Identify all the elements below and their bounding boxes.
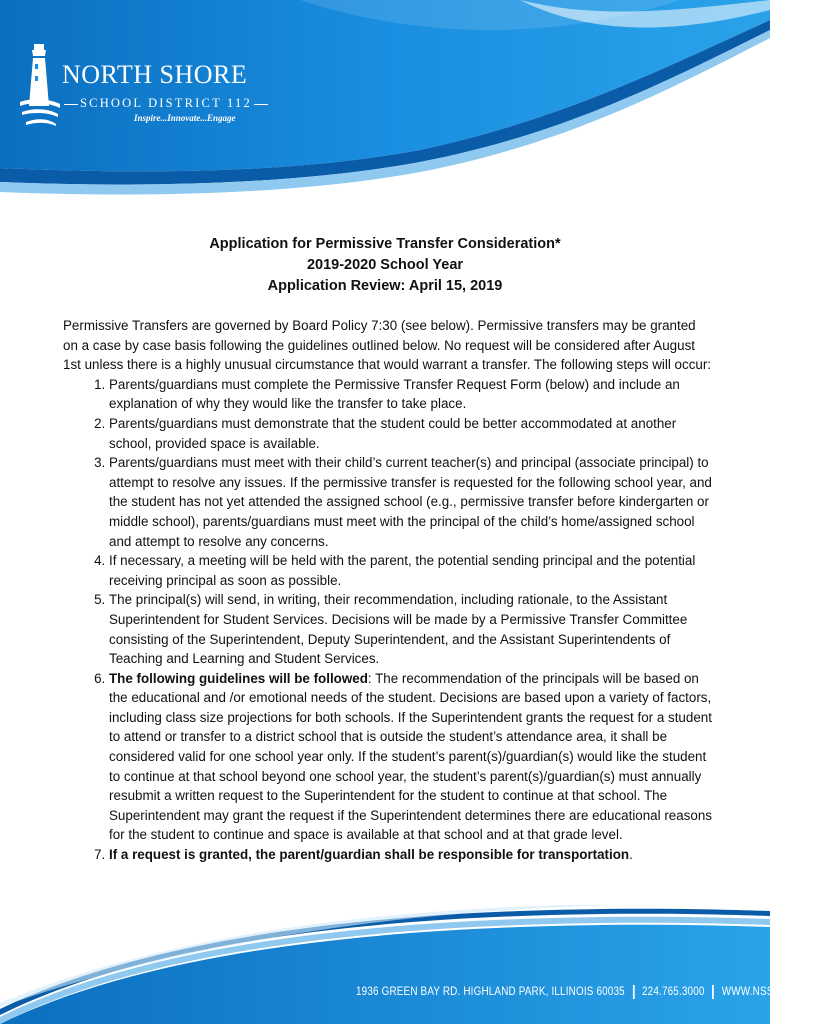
logo-subtitle: SCHOOL DISTRICT 112 — [62, 96, 270, 111]
title-line-1: Application for Permissive Transfer Consideration* — [209, 236, 561, 252]
document-title — [0, 234, 770, 297]
step-bold-lead: The following guidelines will be followed — [109, 670, 368, 686]
step-item: 7. If a request is granted, the parent/guardian shall be responsible for transportation. — [109, 845, 713, 865]
title-line-2: 2019-2020 School Year — [306, 257, 464, 273]
footer-separator — [712, 985, 714, 999]
footer-website[interactable]: WWW.NSSD112.ORG — [721, 986, 823, 999]
intro-paragraph: Permissive Transfers are governed by Board Policy 7:30 (see below). Permissive transfers may be granted on a case by case basis following the guidelines outlined below. No request will be considered after August 1st unless there is a highly unusual circumstance that would warrant a transfer. The following steps will occur: — [63, 318, 712, 373]
step-item: 5. The principal(s) will send, in writing, their recommendation, including rationale, to the Assistant Superintendent for Student Services. Decisions will be made by a Permissive Transfer Committee consisting of the Superintendent, Deputy Superintendent, and the Assistant Superintendents of Teaching and Learning and Student Services. — [109, 590, 713, 668]
step-item: 2. Parents/guardians must demonstrate that the student could be better accommodated at another school, provided space is available. — [109, 414, 713, 453]
title-line-3: Application Review: April 15, 2019 — [267, 278, 503, 294]
step-item: 3. Parents/guardians must meet with their child’s current teacher(s) and principal (associate principal) to attempt to resolve any issues. If the permissive transfer is requested for the following school year, and the student has not yet attended the assigned school (e.g., permissive transfer before kindergarten or middle school), parents/guardians must meet with the principal of the child’s home/assigned school and attempt to resolve any concerns. — [109, 453, 713, 551]
footer-phone: 224.765.3000 — [642, 986, 705, 999]
step-item: 6. The following guidelines will be followed: The recommendation of the principals will be based on the educational and /or emotional needs of the student. Decisions are based upon a variety of factors, including class size projections for both schools. If the Superintendent grants the request for a student to attend or transfer to a district school that is outside the student’s attendance area, it shall be considered valid for one school year only. If the student’s parent(s)/guardian(s) would like the student to continue at that school beyond one school year, the student’s parent(s)/guardian(s) must annually resubmit a written request to the Superintendent for the student to continue at that school. The Superintendent may grant the request if the Superintendent determines there are educational reasons for the student to continue and space is available at that school and at that grade level. — [109, 669, 713, 845]
logo-wordmark: NORTH SHORE — [62, 60, 248, 89]
district-logo — [18, 42, 258, 132]
lighthouse-icon — [18, 42, 62, 132]
footer-separator — [633, 985, 635, 999]
step-item: 4. If necessary, a meeting will be held with the parent, the potential sending principal and the potential receiving principal as soon as possible. — [109, 551, 713, 590]
footer-banner — [0, 905, 770, 1024]
steps-list — [63, 375, 713, 865]
logo-tagline: Inspire...Innovate...Engage — [134, 113, 236, 123]
step-item: 1. Parents/guardians must complete the Permissive Transfer Request Form (below) and include an explanation of why they would like the transfer to take place. — [109, 375, 713, 414]
footer-contact — [356, 985, 823, 999]
footer-address: 1936 GREEN BAY RD. HIGHLAND PARK, ILLINOIS 60035 — [356, 986, 625, 999]
step-bold-lead: If a request is granted, the parent/guardian shall be responsible for transportation — [109, 847, 630, 863]
document-body — [63, 316, 713, 865]
